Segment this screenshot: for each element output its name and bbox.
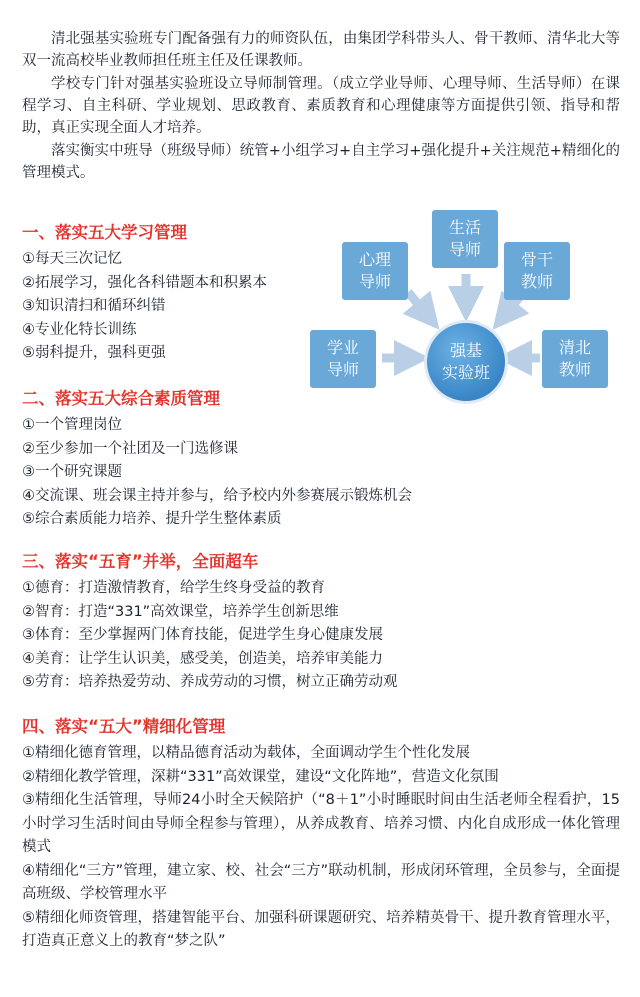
list-item: ③知识清扫和循环纠错: [22, 298, 166, 314]
list-item: ②至少参加一个社团及一门选修课: [22, 440, 238, 457]
intro-paragraph: 清北强基实验班专门配备强有力的师资队伍，由集团学科带头人、骨干教师、清华北大等双一流高校毕业教师担任班主任及任课教师。: [22, 31, 620, 69]
diagram-center-class: 强基 实验班: [424, 320, 508, 404]
section-quality-management: [22, 386, 622, 532]
list-item: ①每天三次记忆: [22, 251, 122, 267]
mentor-diagram: [300, 206, 620, 396]
list-item: ②拓展学习，强化各科错题本和积累本: [22, 274, 267, 291]
list-item: ④交流课、班会课主持并参与，给予校内外参赛展示锻炼机会: [22, 487, 412, 504]
section-refined-management: [22, 714, 622, 954]
intro-paragraph: 学校专门针对强基实验班设立导师制管理。（成立学业导师、心理导师、生活导师）在课程学习、自主科研、学业规划、思政教育、素质教育和心理健康等方面提供引领、指导和帮助，真正实现全面人才培养。: [22, 76, 620, 136]
list-item: ④精细化“三方”管理，建立家、校、社会“三方”联动机制，形成闭环管理，全员参与，全面提高班级、学校管理水平: [22, 862, 620, 902]
list-item: ③一个研究课题: [22, 464, 122, 480]
item-list: [22, 248, 302, 366]
list-item: ⑤综合素质能力培养、提升学生整体素质: [22, 511, 282, 527]
item-list: [22, 414, 622, 532]
item-list: [22, 577, 622, 695]
intro-text: [22, 28, 620, 185]
list-item: ②智育：打造“331”高效课堂，培养学生创新思维: [22, 603, 339, 620]
mentor-node-qingbei: 清北 教师: [542, 330, 608, 388]
item-list: [22, 742, 622, 954]
mentor-node-academic: 学业 导师: [310, 330, 376, 388]
list-item: ⑤弱科提升，强科更强: [22, 345, 166, 361]
section-heading: 一、落实五大学习管理: [22, 223, 187, 242]
list-item: ④美育：让学生认识美，感受美，创造美，培养审美能力: [22, 650, 383, 667]
list-item: ②精细化教学管理，深耕“331”高效课堂，建设“文化阵地”，营造文化氛围: [22, 768, 499, 785]
list-item: ①一个管理岗位: [22, 417, 122, 433]
arrow-from-xinli: [408, 292, 428, 316]
intro-paragraph: 落实衡实中班导（班级导师）统管+小组学习+自主学习+强化提升+关注规范+精细化的管理模式。: [22, 143, 620, 181]
section-heading: 四、落实“五大”精细化管理: [22, 717, 226, 736]
mentor-node-life: 生活 导师: [432, 210, 498, 268]
section-heading: 三、落实“五育”并举，全面超车: [22, 552, 259, 571]
list-item: ①精细化德育管理，以精品德育活动为载体，全面调动学生个性化发展: [22, 745, 470, 761]
list-item: ⑤劳育：培养热爱劳动、养成劳动的习惯，树立正确劳动观: [22, 674, 398, 690]
mentor-node-backbone: 骨干 教师: [504, 242, 570, 300]
list-item: ③体育：至少掌握两门体育技能，促进学生身心健康发展: [22, 627, 383, 643]
section-heading: 二、落实五大综合素质管理: [22, 389, 220, 408]
list-item: ①德育：打造激情教育，给学生终身受益的教育: [22, 580, 325, 596]
list-item: ④专业化特长训练: [22, 321, 137, 338]
section-five-education: [22, 549, 622, 695]
list-item: ⑤精细化师资管理，搭建智能平台、加强科研课题研究、培养精英骨干、提升教育管理水平，打造真正意义上的教育“梦之队”: [22, 909, 620, 949]
mentor-node-psychology: 心理 导师: [342, 242, 408, 300]
section-study-management: [22, 220, 302, 366]
list-item: ③精细化生活管理，导师24小时全天候陪护（“8＋1”小时睡眠时间由生活老师全程看护，15小时学习生活时间由导师全程参与管理），从养成教育、培养习惯、内化自成形成一体化管理模式: [22, 792, 620, 855]
